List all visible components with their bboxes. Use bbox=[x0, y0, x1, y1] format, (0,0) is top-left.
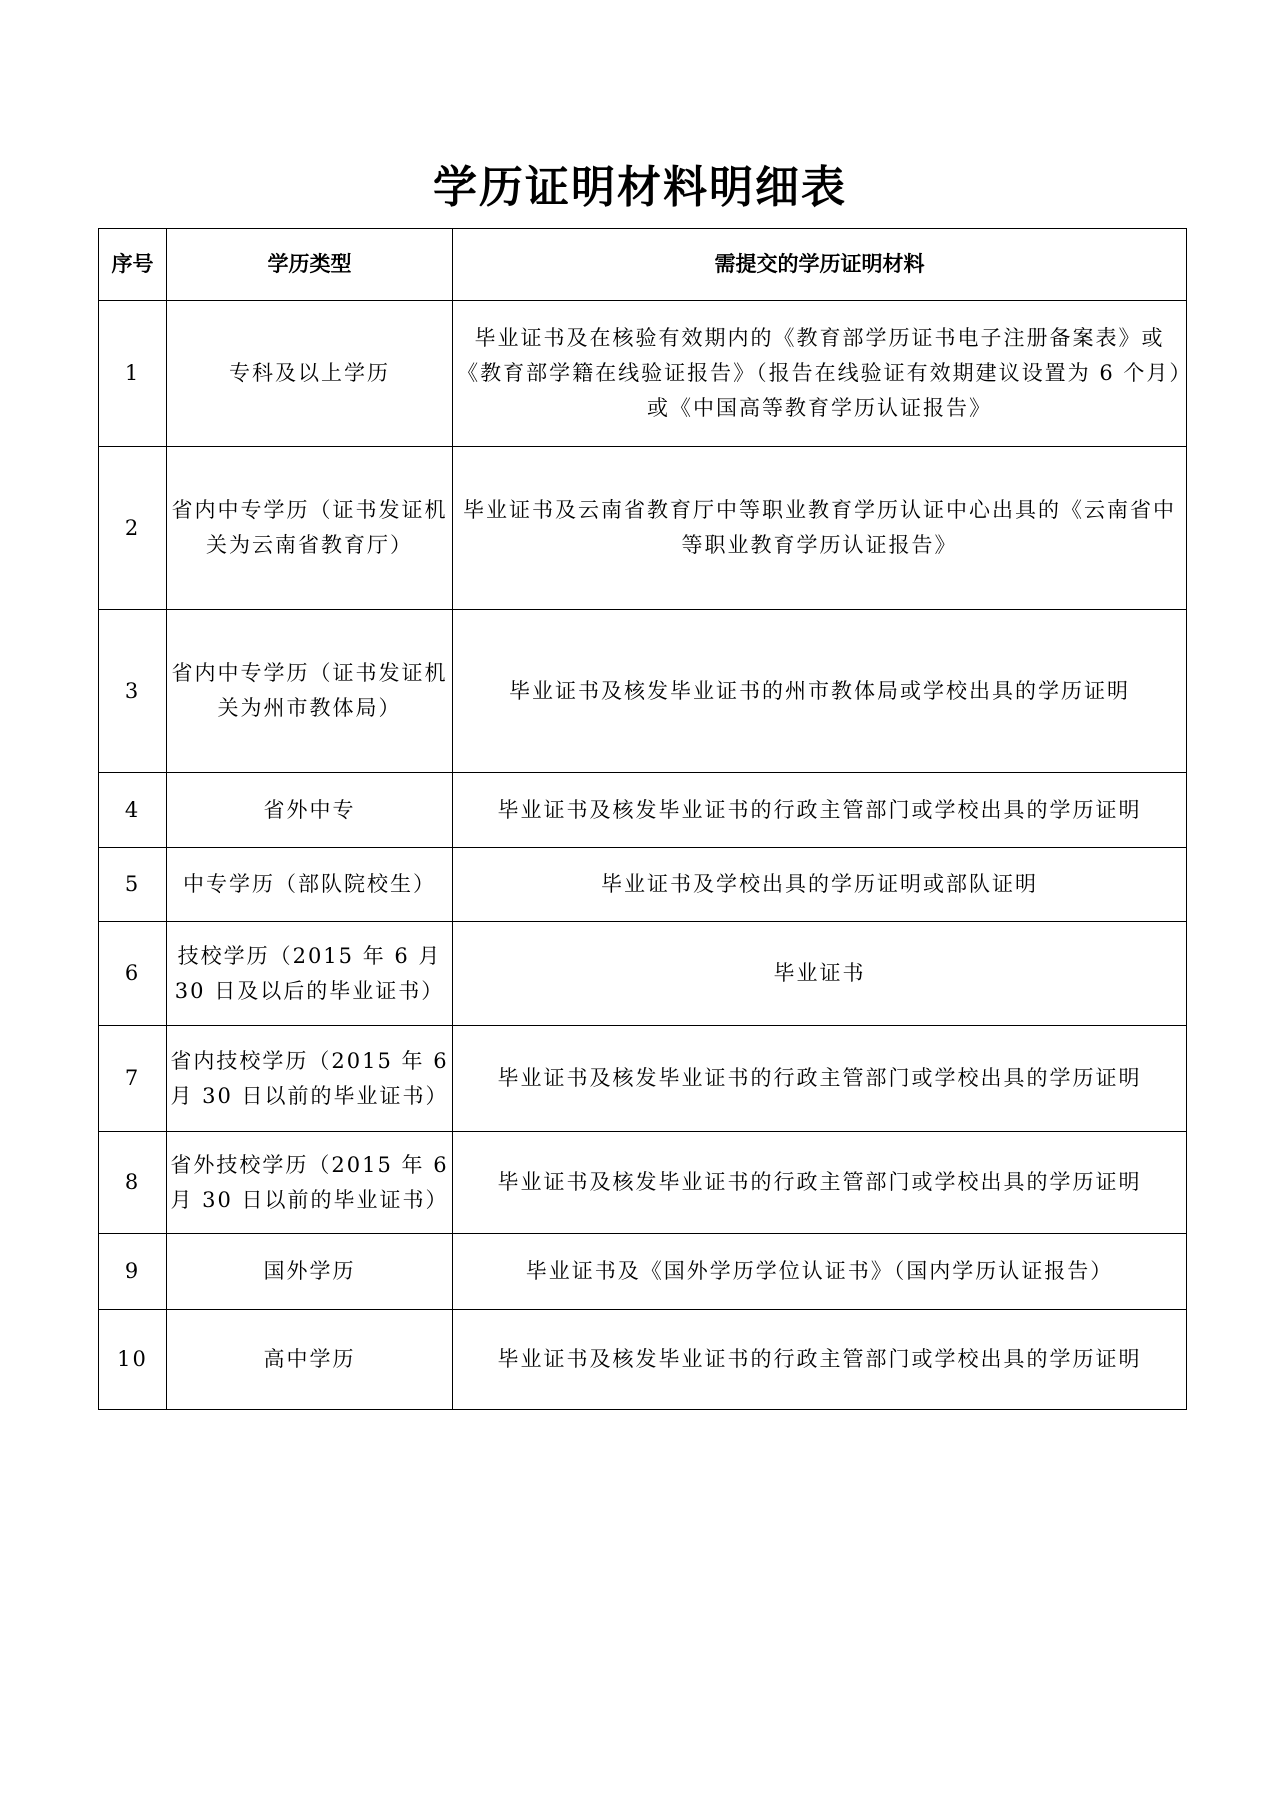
row-materials: 毕业证书及核发毕业证书的行政主管部门或学校出具的学历证明 bbox=[453, 1310, 1187, 1410]
education-materials-table bbox=[98, 228, 1187, 1410]
row-no: 2 bbox=[99, 447, 167, 610]
row-type: 中专学历（部队院校生） bbox=[167, 848, 453, 922]
row-no: 1 bbox=[99, 301, 167, 447]
table-row bbox=[99, 1132, 1187, 1234]
table-row bbox=[99, 1310, 1187, 1410]
row-materials: 毕业证书及核发毕业证书的行政主管部门或学校出具的学历证明 bbox=[453, 1132, 1187, 1234]
row-materials: 毕业证书及在核验有效期内的《教育部学历证书电子注册备案表》或《教育部学籍在线验证报告》（报告在线验证有效期建议设置为 6 个月）或《中国高等教育学历认证报告》 bbox=[453, 301, 1187, 447]
row-type: 省外中专 bbox=[167, 773, 453, 848]
header-materials: 需提交的学历证明材料 bbox=[453, 229, 1187, 301]
row-type: 省外技校学历（2015 年 6 月 30 日以前的毕业证书） bbox=[167, 1132, 453, 1234]
table-row bbox=[99, 848, 1187, 922]
row-type: 高中学历 bbox=[167, 1310, 453, 1410]
page-title: 学历证明材料明细表 bbox=[433, 162, 847, 213]
row-materials: 毕业证书 bbox=[453, 922, 1187, 1026]
table-row bbox=[99, 773, 1187, 848]
table-row bbox=[99, 610, 1187, 773]
row-no: 3 bbox=[99, 610, 167, 773]
row-type: 专科及以上学历 bbox=[167, 301, 453, 447]
row-no: 10 bbox=[99, 1310, 167, 1410]
row-no: 5 bbox=[99, 848, 167, 922]
table-row bbox=[99, 301, 1187, 447]
row-type: 省内中专学历（证书发证机关为州市教体局） bbox=[167, 610, 453, 773]
row-type: 省内中专学历（证书发证机关为云南省教育厅） bbox=[167, 447, 453, 610]
table-row bbox=[99, 922, 1187, 1026]
table-row bbox=[99, 447, 1187, 610]
row-materials: 毕业证书及学校出具的学历证明或部队证明 bbox=[453, 848, 1187, 922]
row-no: 9 bbox=[99, 1234, 167, 1310]
table-row bbox=[99, 1234, 1187, 1310]
row-type: 技校学历（2015 年 6 月 30 日及以后的毕业证书） bbox=[167, 922, 453, 1026]
row-materials: 毕业证书及核发毕业证书的行政主管部门或学校出具的学历证明 bbox=[453, 1026, 1187, 1132]
row-type: 省内技校学历（2015 年 6 月 30 日以前的毕业证书） bbox=[167, 1026, 453, 1132]
header-no: 序号 bbox=[99, 229, 167, 301]
row-no: 8 bbox=[99, 1132, 167, 1234]
row-materials: 毕业证书及核发毕业证书的行政主管部门或学校出具的学历证明 bbox=[453, 773, 1187, 848]
row-materials: 毕业证书及核发毕业证书的州市教体局或学校出具的学历证明 bbox=[453, 610, 1187, 773]
table-row bbox=[99, 1026, 1187, 1132]
header-type: 学历类型 bbox=[167, 229, 453, 301]
table-header-row bbox=[99, 229, 1187, 301]
row-type: 国外学历 bbox=[167, 1234, 453, 1310]
row-no: 4 bbox=[99, 773, 167, 848]
row-no: 7 bbox=[99, 1026, 167, 1132]
row-no: 6 bbox=[99, 922, 167, 1026]
row-materials: 毕业证书及云南省教育厅中等职业教育学历认证中心出具的《云南省中等职业教育学历认证报告》 bbox=[453, 447, 1187, 610]
row-materials: 毕业证书及《国外学历学位认证书》（国内学历认证报告） bbox=[453, 1234, 1187, 1310]
